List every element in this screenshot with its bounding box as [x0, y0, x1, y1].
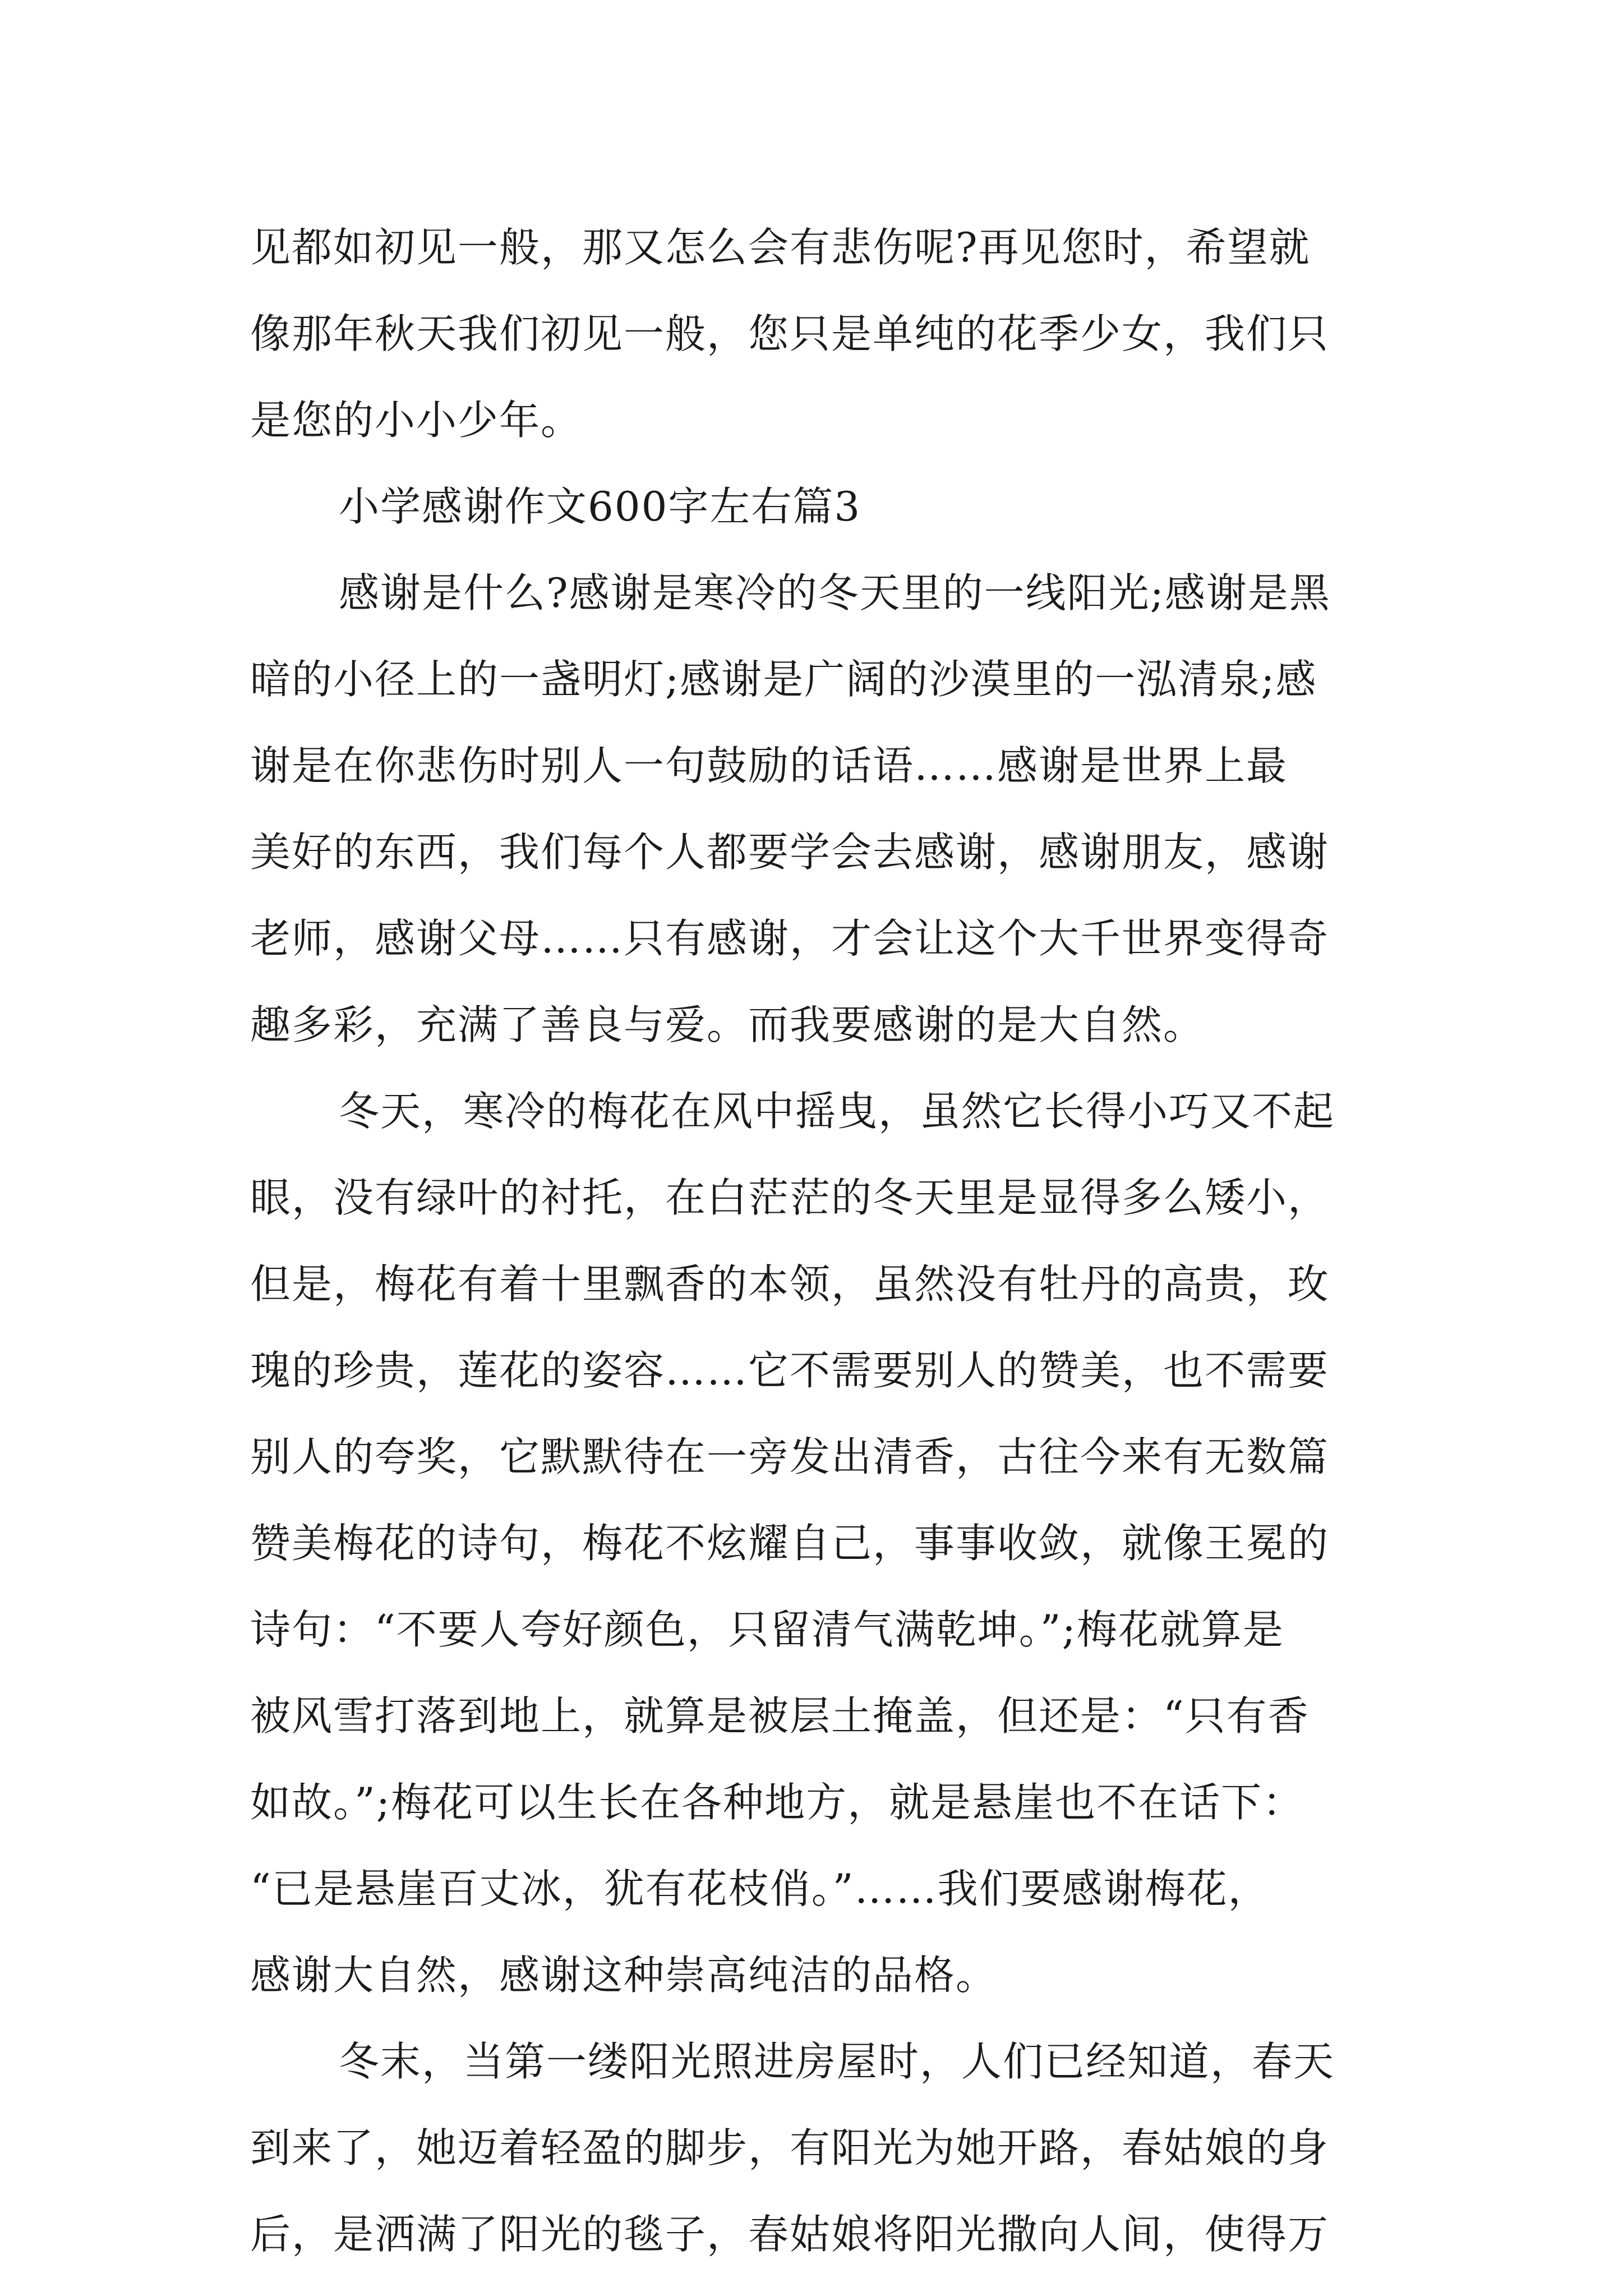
text-line: 像那年秋天我们初见一般，您只是单纯的花季少女，我们只 — [250, 310, 1330, 357]
text-line: 暗的小径上的一盏明灯;感谢是广阔的沙漠里的一泓清泉;感 — [250, 656, 1317, 703]
text-line: 诗句：“不要人夸好颜色，只留清气满乾坤。”;梅花就算是 — [250, 1606, 1284, 1653]
text-line: 冬末，当第一缕阳光照进房屋时，人们已经知道，春天 — [339, 2038, 1335, 2085]
text-line: “已是悬崖百丈冰，犹有花枝俏。”……我们要感谢梅花， — [250, 1865, 1270, 1912]
text-line: 瑰的珍贵，莲花的姿容……它不需要别人的赞美，也不需要 — [250, 1347, 1330, 1394]
text-line: 到来了，她迈着轻盈的脚步，有阳光为她开路，春姑娘的身 — [250, 2124, 1330, 2171]
text-line: 别人的夸奖，它默默待在一旁发出清香，古往今来有无数篇 — [250, 1433, 1330, 1480]
text-line: 趣多彩，充满了善良与爱。而我要感谢的是大自然。 — [250, 1001, 1205, 1048]
text-line: 如故。”;梅花可以生长在各种地方，就是悬崖也不在话下： — [250, 1779, 1304, 1826]
text-line: 冬天，寒冷的梅花在风中摇曳，虽然它长得小巧又不起 — [339, 1088, 1335, 1135]
text-line: 感谢是什么?感谢是寒冷的冬天里的一线阳光;感谢是黑 — [339, 569, 1331, 616]
section-heading: 小学感谢作文600字左右篇3 — [339, 483, 861, 530]
text-line: 被风雪打落到地上，就算是被层土掩盖，但还是：“只有香 — [250, 1692, 1310, 1740]
text-line: 美好的东西，我们每个人都要学会去感谢，感谢朋友，感谢 — [250, 829, 1330, 876]
text-line: 老师，感谢父母……只有感谢，才会让这个大千世界变得奇 — [250, 915, 1330, 962]
text-line: 是您的小小少年。 — [250, 397, 583, 444]
text-line: 感谢大自然，感谢这种崇高纯洁的品格。 — [250, 1952, 998, 1999]
text-line: 后，是洒满了阳光的毯子，春姑娘将阳光撒向人间，使得万 — [250, 2211, 1330, 2258]
text-line: 谢是在你悲伤时别人一句鼓励的话语……感谢是世界上最 — [250, 742, 1288, 789]
text-line: 赞美梅花的诗句，梅花不炫耀自己，事事收敛，就像王冕的 — [250, 1520, 1330, 1567]
text-line: 见都如初见一般，那又怎么会有悲伤呢?再见您时，希望就 — [250, 224, 1311, 271]
text-line: 但是，梅花有着十里飘香的本领，虽然没有牡丹的高贵，玫 — [250, 1260, 1330, 1308]
text-line: 眼，没有绿叶的衬托，在白茫茫的冬天里是显得多么矮小， — [250, 1174, 1330, 1221]
